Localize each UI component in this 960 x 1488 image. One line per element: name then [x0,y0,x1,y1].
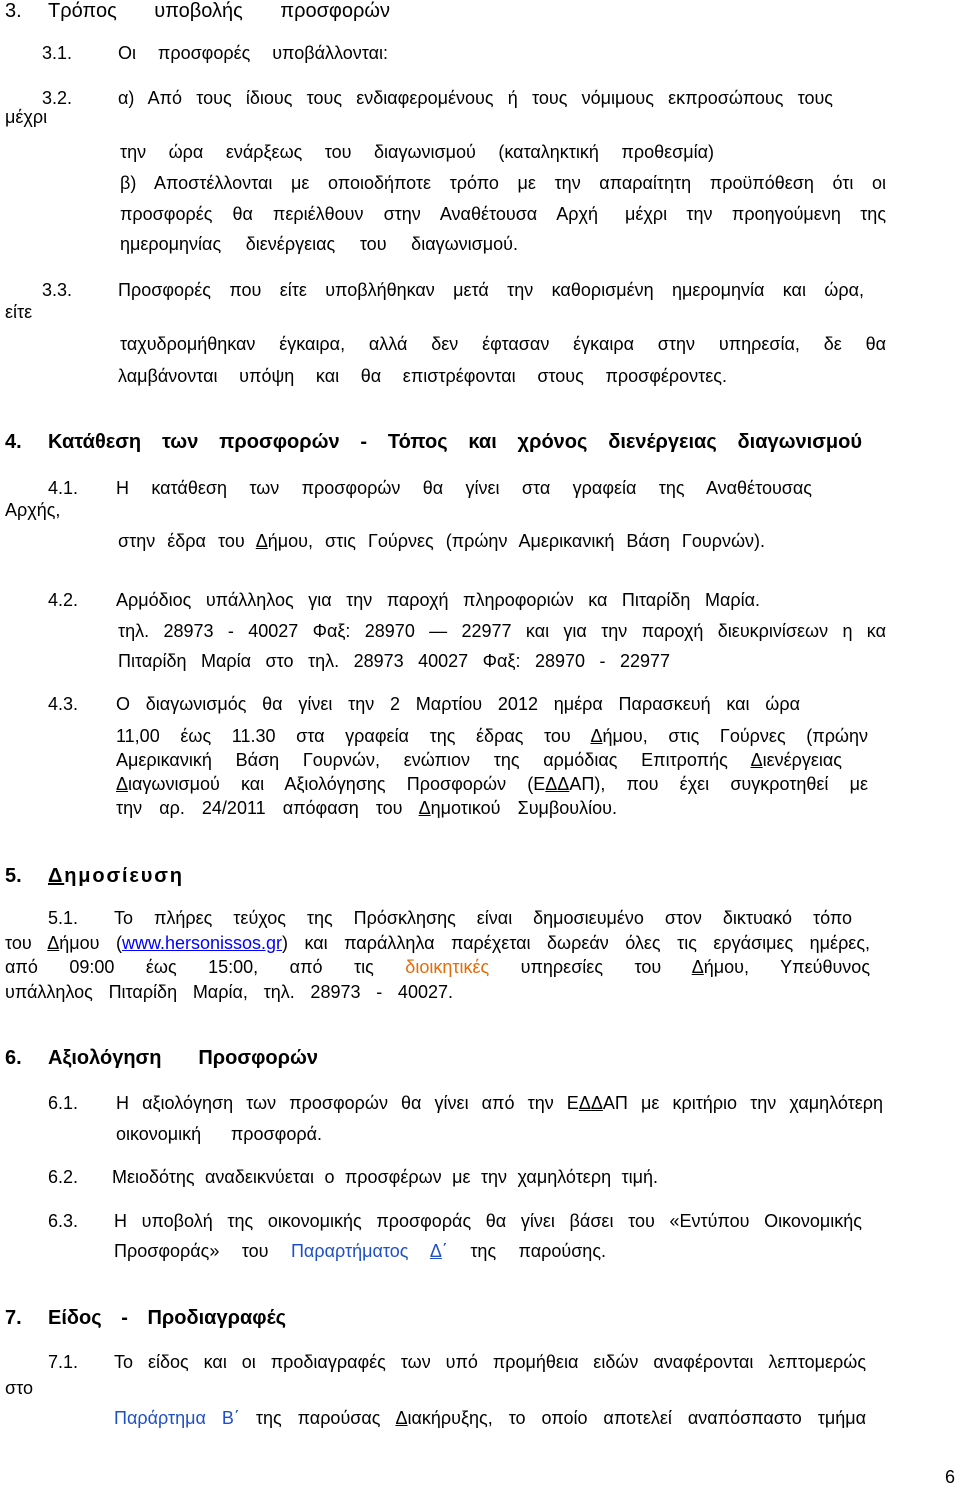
item-4-3-number: 4.3. [48,694,79,714]
item-3-2-line-4a: προσφορές θα περιέλθουν στην Αναθέτουσα Αρχή [120,204,598,224]
item-4-3-line-1: Ο διαγωνισμός θα γίνει την 2 Μαρτίου 2012 ημέρα Παρασκευή και ώρα [116,694,800,714]
underlined-delta: Δ [48,865,65,887]
item-4-1-line-1: Η κατάθεση των προσφορών θα γίνει στα γραφεία της Αναθέτουσας [116,478,812,498]
item-7-1-line-1: Το είδος και οι προδιαγραφές των υπό προμήθεια ειδών αναφέρονται λεπτομερώς [114,1352,866,1372]
item-3-3-margin-word: είτε [5,302,33,322]
item-3-2-line-5: ημερομηνίας διενέργειας του διαγωνισμού. [120,234,518,254]
item-6-3-number: 6.3. [48,1211,79,1231]
item-3-3-line-1: Προσφορές που είτε υποβλήθηκαν μετά την καθορισμένη ημερομηνία και ώρα, [118,280,864,300]
item-5-1-line-2 [5,932,870,954]
item-6-2-number: 6.2. [48,1167,79,1187]
section-6-title: Αξιολόγηση Προσφορών [48,1047,318,1069]
section-5-number: 5. [5,865,22,887]
item-5-1-line-3 [5,956,870,978]
item-6-3-line-1: Η υποβολή της οικονομικής προσφοράς θα γίνει βάσει του «Εντύπου Οικονομικής [114,1211,862,1231]
section-3-title: Τρόπος υποβολής προσφορών [48,0,390,22]
item-5-1-line-4: υπάλληλος Πιταρίδη Μαρία, τηλ. 28973 - 40027. [5,982,453,1002]
item-6-3-line-2 [114,1240,606,1262]
section-6-number: 6. [5,1047,22,1069]
item-4-3-line-3: Αμερικανική Βάση Γουρνών, ενώπιον της αρμόδιας Επιτροπής Διενέργειας [116,750,842,770]
section-5-title: Δημοσίευση [48,865,184,887]
underlined-delta: Δ [691,957,704,977]
underlined-delta: Δ [590,1093,603,1113]
item-6-2-line-1: Μειοδότης αναδεικνύεται ο προσφέρων με την χαμηλότερη τιμή. [112,1167,658,1187]
item-3-2-line-2: την ώρα ενάρξεως του διαγωνισμού (καταληκτική προθεσμία) [120,142,714,162]
item-7-1-line-2 [114,1407,866,1429]
section-3-number: 3. [5,0,22,22]
item-7-1-number: 7.1. [48,1352,79,1372]
item-5-1-line-3-start: από 09:00 έως 15:00, από τις [5,957,406,977]
item-5-1-line-3-end: υπηρεσίες του Δήμου, Υπεύθυνος [489,957,870,977]
item-3-2-margin-word: μέχρι [5,107,48,127]
highlighted-word: διοικητικές [405,957,490,977]
item-6-1-line-1: Η αξιολόγηση των προσφορών θα γίνει από την ΕΔΔΑΠ με κριτήριο την χαμηλότερη [116,1093,883,1113]
page-number: 6 [945,1467,956,1487]
item-6-1-number: 6.1. [48,1093,79,1113]
item-4-1-margin-word: Αρχής, [5,500,61,520]
underlined-delta: Δ [750,750,763,770]
underlined-delta: Δ [116,774,129,794]
underlined-delta: Δ [418,798,431,818]
item-5-1-line-2-start: του Δήμου ( [5,933,122,953]
item-3-3-number: 3.3. [42,280,73,300]
item-6-3-line-2-start: Προσφοράς» του [114,1241,291,1261]
underlined-delta: Δ [578,1093,591,1113]
underlined-delta: Δ [545,774,558,794]
item-4-2-line-3: Πιταρίδη Μαρία στο τηλ. 28973 40027 Φαξ: 28970 - 22977 [118,651,670,671]
item-4-1-line-2: στην έδρα του Δήμου, στις Γούρνες (πρώην Αμερικανική Βάση Γουρνών). [118,531,765,551]
item-3-2-number: 3.2. [42,88,73,108]
item-3-3-line-3: λαμβάνονται υπόψη και θα επιστρέφονται στους προσφέροντες. [118,366,727,386]
item-3-1-text: Οι προσφορές υποβάλλονται: [118,43,388,63]
annex-b-reference: Παράρτημα Β΄ [114,1408,240,1428]
item-4-2-line-2: τηλ. 28973 - 40027 Φαξ: 28970 — 22977 και για την παροχή διευκρινίσεων η κα [118,621,886,641]
underlined-delta: Δ [429,1241,442,1261]
underlined-delta: Δ [557,774,570,794]
item-4-2-number: 4.2. [48,590,79,610]
underlined-delta: Δ [47,933,60,953]
item-7-1-margin-word: στο [5,1378,33,1398]
item-4-3-line-2: 11,00 έως 11.30 στα γραφεία της έδρας του Δήμου, στις Γούρνες (πρώην [116,726,868,746]
item-3-2-line-3: β) Αποστέλλονται με οποιοδήποτε τρόπο με την απαραίτητη προϋπόθεση ότι οι [120,173,886,193]
item-7-1-line-2-end: της παρούσας Διακήρυξης, το οποίο αποτελεί αναπόσπαστο τμήμα [239,1408,866,1428]
item-3-2-line-4b: μέχρι την προηγούμενη της [625,204,886,224]
item-6-1-line-2: οικονομική προσφορά. [116,1124,322,1144]
item-5-1-line-2-end: ) και παράλληλα παρέχεται δωρεάν όλες τις εργάσιμες ημέρες, [282,933,871,953]
section-7-title: Είδος - Προδιαγραφές [48,1307,286,1329]
item-3-3-line-2: ταχυδρομήθηκαν έγκαιρα, αλλά δεν έφτασαν έγκαιρα στην υπηρεσία, δε θα [120,334,886,354]
item-4-3-line-5: την αρ. 24/2011 απόφαση του Δημοτικού Συμβουλίου. [116,798,617,818]
item-3-1-number: 3.1. [42,43,73,63]
item-4-1-number: 4.1. [48,478,79,498]
section-7-number: 7. [5,1307,22,1329]
section-4-number: 4. [5,431,22,453]
item-4-3-line-4: Διαγωνισμού και Αξιολόγησης Προσφορών (ΕΔΔΑΠ), που έχει συγκροτηθεί με [116,774,868,794]
item-6-3-line-2-end: της παρούσης. [447,1241,606,1261]
website-link[interactable]: www.hersonissos.gr [121,933,283,953]
section-4-title: Κατάθεση των προσφορών - Τόπος και χρόνος διενέργειας διαγωνισμού [48,431,862,453]
annex-d-reference: Παραρτήματος Δ΄ [290,1241,448,1261]
underlined-delta: Δ [590,726,603,746]
item-5-1-line-1: Το πλήρες τεύχος της Πρόσκλησης είναι δημοσιευμένο στον δικτυακό τόπο [114,908,852,928]
item-3-2-line-1: α) Από τους ίδιους τους ενδιαφερομένους ή τους νόμιμους εκπροσώπους τους [118,88,833,108]
underlined-delta: Δ [395,1408,408,1428]
item-5-1-number: 5.1. [48,908,79,928]
underlined-delta: Δ [255,531,268,551]
item-4-2-line-1: Αρμόδιος υπάλληλος για την παροχή πληροφοριών κα Πιταρίδη Μαρία. [116,590,760,610]
